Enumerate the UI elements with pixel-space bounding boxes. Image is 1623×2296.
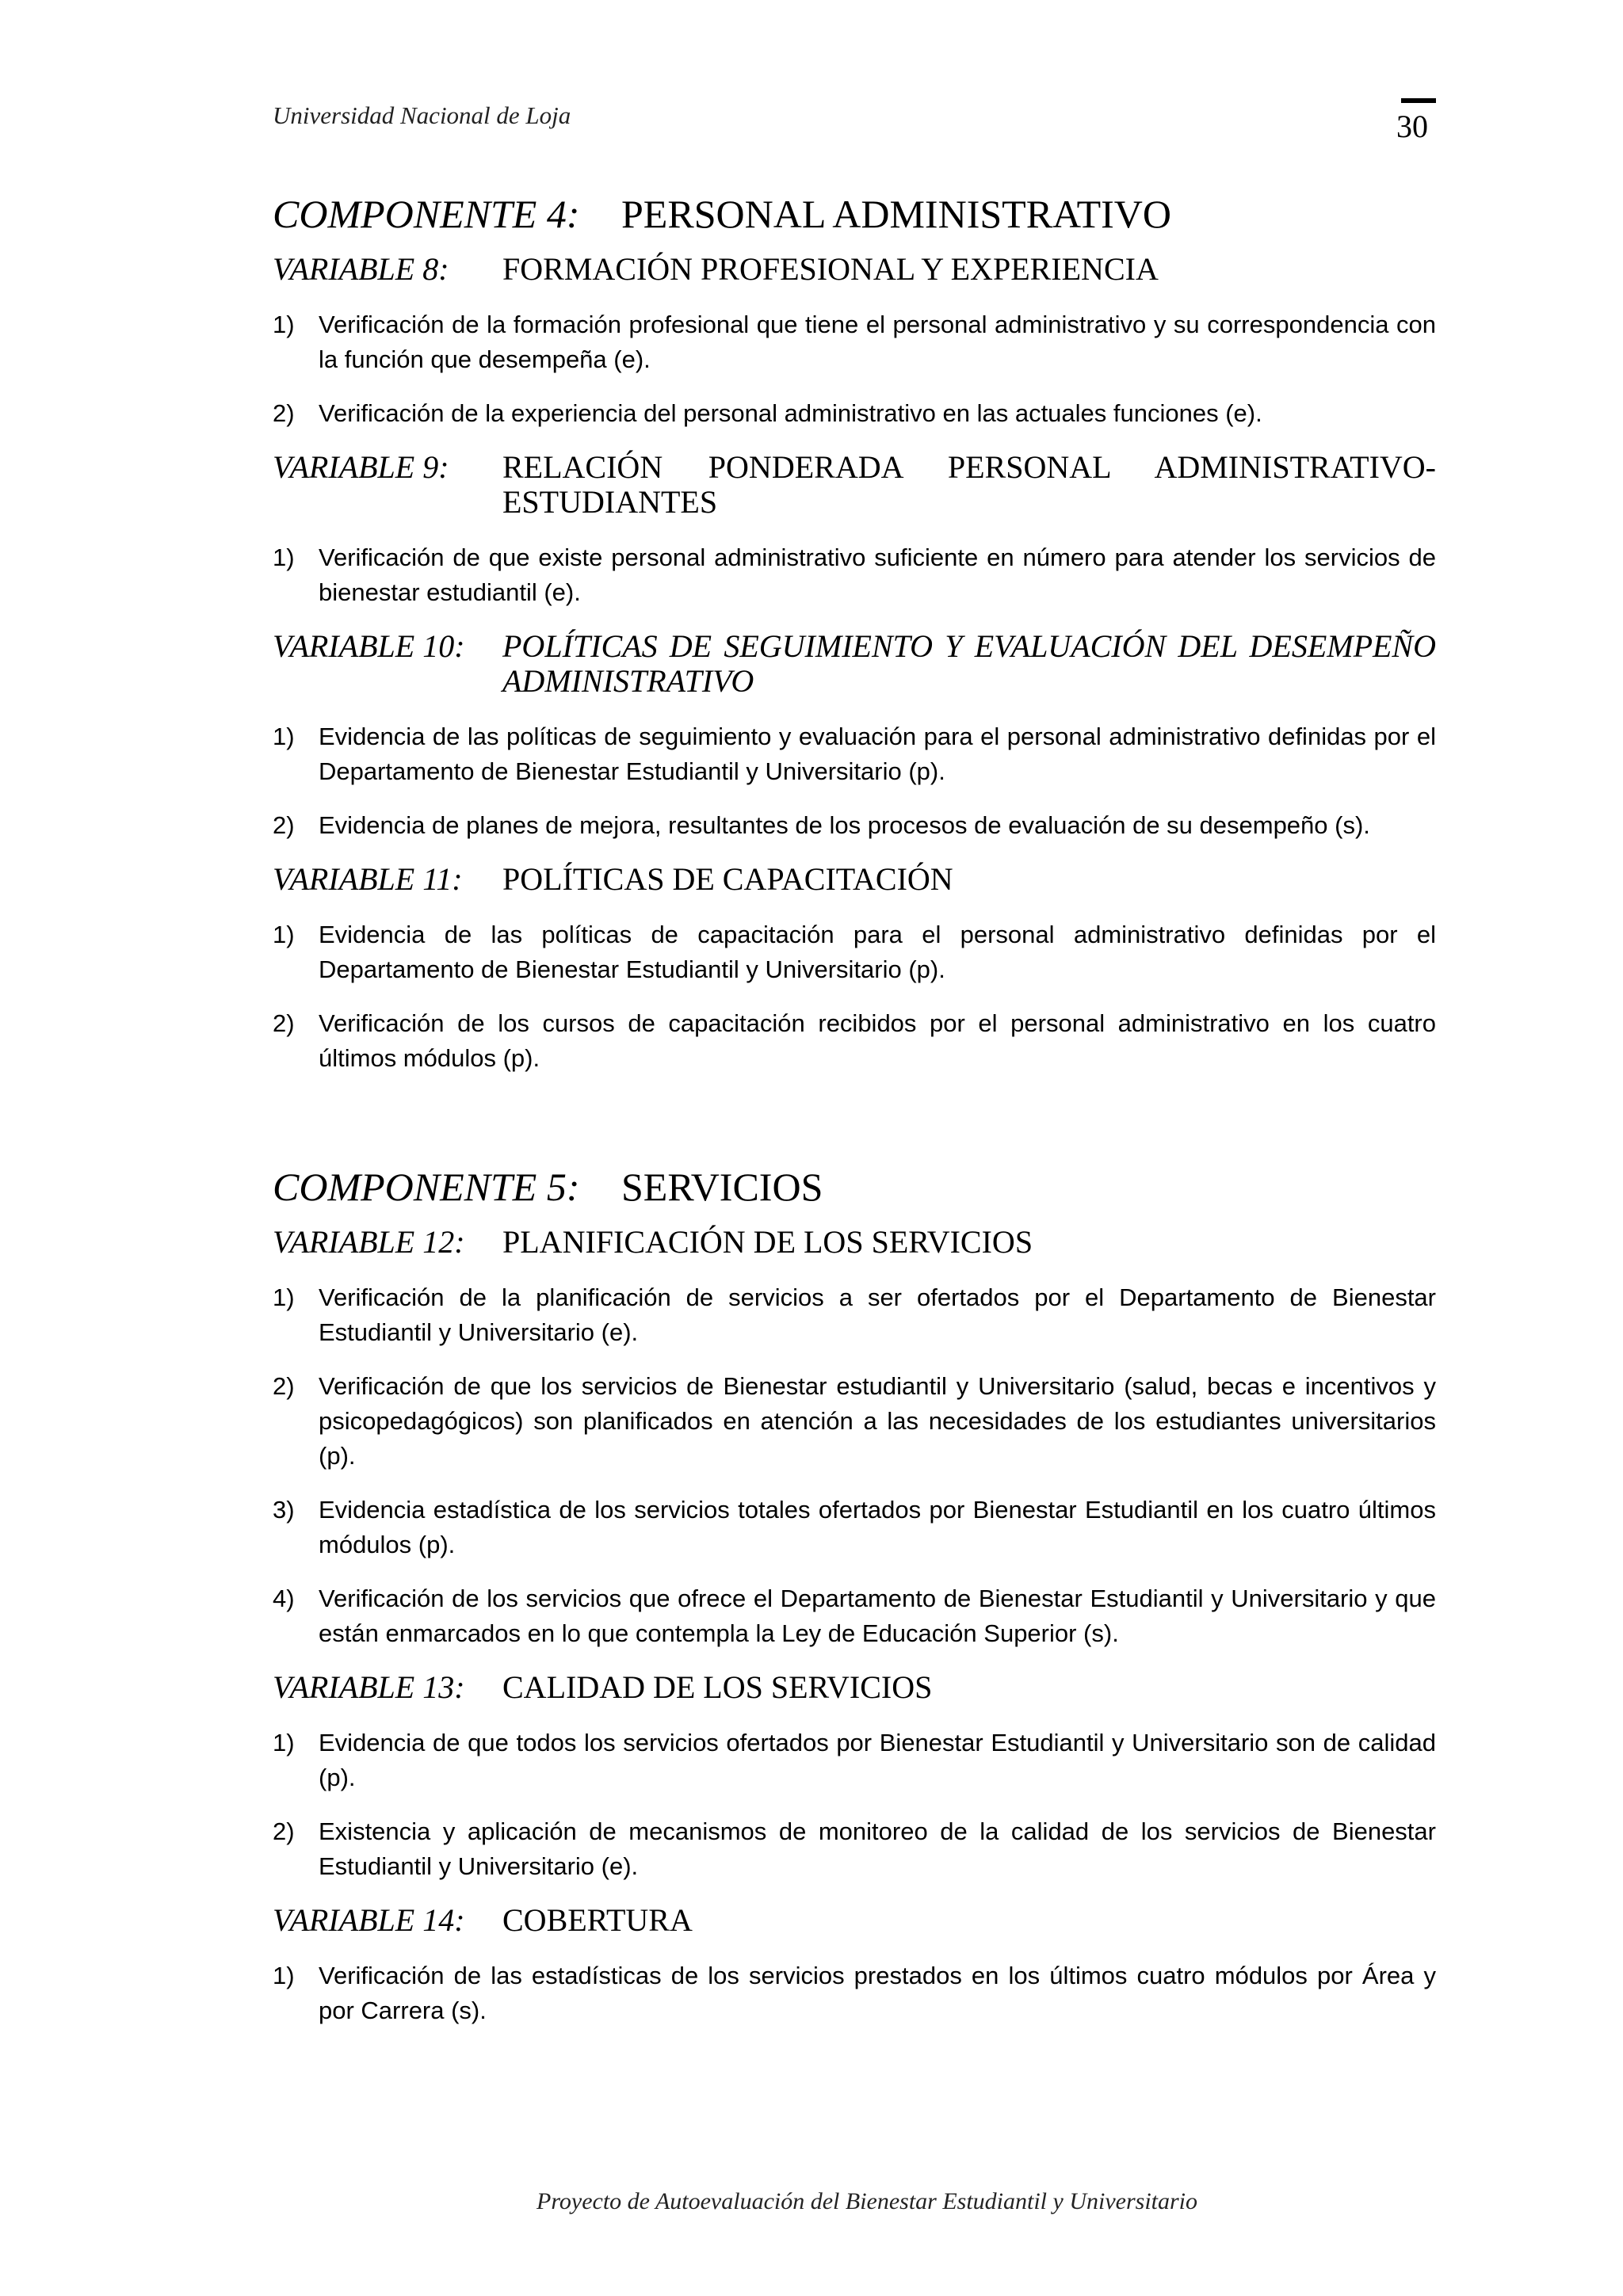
list-item-text: Verificación de los cursos de capacitación recibidos por el personal administrativo en los cuatro últimos módulos (p).	[319, 1009, 1436, 1072]
list-item-text: Verificación de los servicios que ofrece el Departamento de Bienestar Estudiantil y Universitario y que están enmarcados en lo que contempla la Ley de Educación Superior (s).	[319, 1585, 1436, 1647]
list-item-text: Verificación de las estadísticas de los servicios prestados en los últimos cuatro módulos por Área y por Carrera (s).	[319, 1962, 1436, 2024]
list-item-text: Evidencia de las políticas de seguimiento y evaluación para el personal administrativo definidas por el Departamento de Bienestar Estudiantil y Universitario (p).	[319, 723, 1436, 785]
variable-title: FORMACIÓN PROFESIONAL Y EXPERIENCIA	[502, 251, 1159, 287]
list-item	[273, 1581, 1436, 1651]
variable-heading	[273, 862, 1436, 897]
section-spacer	[273, 1095, 1436, 1163]
page-number-rule	[1401, 98, 1436, 103]
page-number: 30	[1396, 109, 1428, 144]
list-item-text: Verificación de que los servicios de Bienestar estudiantil y Universitario (salud, becas e incentivos y psicopedagógicos) son planificados en atención a las necesidades de los estudiantes universitarios (p).	[319, 1372, 1436, 1470]
variable-heading	[273, 252, 1436, 287]
variable-heading	[273, 1670, 1436, 1705]
document-body	[273, 190, 1436, 2047]
list-item	[273, 396, 1436, 431]
list-item-text: Verificación de la formación profesional que tiene el personal administrativo y su correspondencia con la función que desempeña (e).	[319, 311, 1436, 373]
variable-title: POLÍTICAS DE CAPACITACIÓN	[502, 861, 953, 897]
list-item-number: 1)	[273, 311, 295, 338]
variable-heading	[273, 1903, 1436, 1938]
list-item-number: 2)	[273, 399, 295, 427]
variable-label: VARIABLE 10:	[273, 628, 465, 664]
list-item	[273, 1958, 1436, 2028]
list-item-number: 4)	[273, 1585, 295, 1612]
list-item	[273, 719, 1436, 789]
list-item-number: 2)	[273, 1817, 295, 1845]
list-item-number: 2)	[273, 1372, 295, 1400]
list-item-text: Evidencia estadística de los servicios totales ofertados por Bienestar Estudiantil en los cuatro últimos módulos (p).	[319, 1496, 1436, 1558]
list-item-number: 1)	[273, 543, 295, 571]
variable-heading	[273, 450, 1436, 520]
variable-label: VARIABLE 9:	[273, 449, 449, 485]
list-item	[273, 540, 1436, 610]
variable-title: RELACIÓN PONDERADA PERSONAL ADMINISTRATIVO-ESTUDIANTES	[502, 449, 1436, 520]
running-header: Universidad Nacional de Loja	[273, 101, 571, 129]
list-item-text: Existencia y aplicación de mecanismos de monitoreo de la calidad de los servicios de Bienestar Estudiantil y Universitario (e).	[319, 1817, 1436, 1880]
list-item	[273, 808, 1436, 843]
component-label: COMPONENTE 4:	[273, 192, 580, 236]
component-title: SERVICIOS	[621, 1165, 823, 1209]
component-heading	[273, 190, 1436, 238]
variable-label: VARIABLE 11:	[273, 861, 463, 897]
list-item-number: 3)	[273, 1496, 295, 1524]
list-item-text: Verificación de que existe personal administrativo suficiente en número para atender los servicios de bienestar estudiantil (e).	[319, 543, 1436, 606]
list-item	[273, 917, 1436, 987]
list-item-text: Evidencia de las políticas de capacitación para el personal administrativo definidas por el Departamento de Bienestar Estudiantil y Universitario (p).	[319, 921, 1436, 983]
component-heading	[273, 1163, 1436, 1211]
variable-label: VARIABLE 8:	[273, 251, 449, 287]
list-item-number: 1)	[273, 1283, 295, 1311]
list-item-text: Verificación de la planificación de servicios a ser ofertados por el Departamento de Bienestar Estudiantil y Universitario (e).	[319, 1283, 1436, 1346]
list-item	[273, 307, 1436, 377]
list-item-text: Evidencia de que todos los servicios ofertados por Bienestar Estudiantil y Universitario son de calidad (p).	[319, 1729, 1436, 1791]
list-item-number: 1)	[273, 723, 295, 750]
list-item-number: 1)	[273, 1729, 295, 1756]
list-item	[273, 1006, 1436, 1076]
list-item-text: Evidencia de planes de mejora, resultantes de los procesos de evaluación de su desempeño (s).	[319, 811, 1370, 839]
list-item-number: 2)	[273, 1009, 295, 1037]
variable-title: COBERTURA	[502, 1902, 693, 1938]
component-label: COMPONENTE 5:	[273, 1165, 580, 1209]
list-item-text: Verificación de la experiencia del personal administrativo en las actuales funciones (e).	[319, 399, 1262, 427]
variable-heading	[273, 1225, 1436, 1260]
list-item-number: 2)	[273, 811, 295, 839]
component-title: PERSONAL ADMINISTRATIVO	[621, 192, 1172, 236]
variable-label: VARIABLE 12:	[273, 1224, 465, 1260]
list-item	[273, 1726, 1436, 1795]
running-footer: Proyecto de Autoevaluación del Bienestar Estudiantil y Universitario	[537, 2188, 1197, 2214]
list-item	[273, 1369, 1436, 1474]
variable-title: PLANIFICACIÓN DE LOS SERVICIOS	[502, 1224, 1033, 1260]
variable-title: CALIDAD DE LOS SERVICIOS	[502, 1669, 933, 1705]
list-item-number: 1)	[273, 921, 295, 948]
list-item	[273, 1493, 1436, 1562]
list-item	[273, 1280, 1436, 1350]
variable-title: POLÍTICAS DE SEGUIMIENTO Y EVALUACIÓN DEL DESEMPEÑO ADMINISTRATIVO	[502, 628, 1436, 699]
variable-heading	[273, 629, 1436, 699]
variable-label: VARIABLE 14:	[273, 1902, 465, 1938]
list-item	[273, 1814, 1436, 1884]
variable-label: VARIABLE 13:	[273, 1669, 465, 1705]
list-item-number: 1)	[273, 1962, 295, 1989]
